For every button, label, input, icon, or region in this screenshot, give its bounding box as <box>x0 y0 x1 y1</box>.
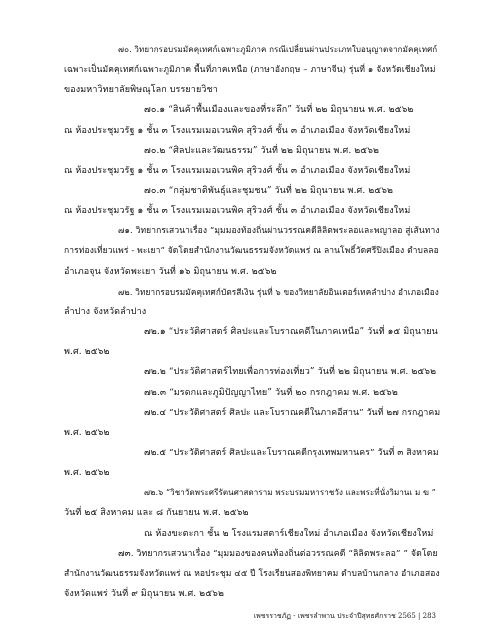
item-72-4-year: พ.ศ. ๒๕๖๒ <box>64 428 110 438</box>
item-70-1-title: ๗๐.๑ “สินค้าพื้นเมืองและของที่ระลึก” วันที่ ๒๒ มิถุนายน พ.ศ. ๒๕๖๒ <box>144 105 414 115</box>
item-72-2: ๗๒.๒ “ประวัติศาสตร์ไทยเพื่อการท่องเที่ยว” วันที่ ๒๒ มิถุนายน พ.ศ. ๒๕๖๒ <box>144 367 437 377</box>
item-73-line-1: ๗๓. วิทยากรเสวนาเรื่อง “มุมมองของคนท้องถิ่นต่อวรรณคดี “ลิลิตพระลอ” ” จัดโดย <box>118 549 438 559</box>
item-72-4-title: ๗๒.๔ “ประวัติศาสตร์ ศิลปะ และโบราณคดีในภาคอีสาน” วันที่ ๒๗ กรกฎาคม <box>144 408 441 418</box>
item-72-3: ๗๒.๓ “มรดกและภูมิปัญญาไทย” วันที่ ๒๐ กรกฎาคม พ.ศ. ๒๕๖๒ <box>144 388 398 398</box>
item-70-3-venue: ณ ห้องประชุมวรัฐ ๑ ชั้น ๓ โรงแรมเมอเวนพิค สุริวงศ์ ชั้น ๓ อำเภอเมือง จังหวัดเชียงใหม่ <box>64 206 411 216</box>
item-72-venue: ณ ห้องขะตะกา ชั้น ๒ โรงแรมสตาร์เชียงใหม่ อำเภอเมือง จังหวัดเชียงใหม่ <box>144 529 434 539</box>
item-70-1-venue: ณ ห้องประชุมวรัฐ ๑ ชั้น ๓ โรงแรมเมอเวนพิค สุริวงศ์ ชั้น ๓ อำเภอเมือง จังหวัดเชียงใหม่ <box>64 126 411 136</box>
item-72-6-title: ๗๒.๖ “วิชาวัดพระศรีรัตนศาสดาราม พระบรมมหาราชวัง และพระที่นั่งวิมานเ ม ฆ ” <box>144 488 436 497</box>
page-footer: เพชรราชภัฏ - เพชรลำพาน ประจำปีสุทธศักราช 2565 | 283 <box>253 612 436 620</box>
item-71-line-3: อำเภอจุน จังหวัดพะเยา วันที่ ๑๖ มิถุนายน พ.ศ. ๒๕๖๒ <box>64 267 277 277</box>
item-70-line-2: เฉพาะเป็นมัคคุเทศก์เฉพาะภูมิภาค พื้นที่ภาคเหนือ (ภาษาอังกฤษ – ภาษาจีน) รุ่นที่ ๑ จังหวัดเชียงใหม่ <box>64 65 436 75</box>
item-73-line-2: สำนักงานวัฒนธรรมจังหวัดแพร่ ณ หอประชุม ๔๕ ปี โรงเรียนสองพิทยาคม ตำบลบ้านกลาง อำเภอสอง <box>64 569 440 579</box>
item-70-2-venue: ณ ห้องประชุมวรัฐ ๑ ชั้น ๓ โรงแรมเมอเวนพิค สุริวงศ์ ชั้น ๓ อำเภอเมือง จังหวัดเชียงใหม่ <box>64 166 411 176</box>
item-72-6-dates: วันที่ ๒๕ สิงหาคม และ ๘ กันยายน พ.ศ. ๒๕๖๒ <box>64 508 249 518</box>
item-70-line-3: ของมหาวิทยาลัยพิษณุโลก บรรยายวิชา <box>64 85 218 95</box>
item-71-line-1: ๗๑. วิทยากรเสวนาเรื่อง “มุมมองท้องถิ่นผ่านวรรณคดีลิลิตพระลอและพญาลอ สู่เส้นทาง <box>118 226 440 236</box>
item-72-5-title: ๗๒.๕ “ประวัติศาสตร์ ศิลปะและโบราณคดีกรุงเทพมหานคร” วันที่ ๓ สิงหาคม <box>144 448 439 458</box>
item-72-line-2: ลำปาง จังหวัดลำปาง <box>64 307 147 317</box>
item-70-3-title: ๗๐.๓ “กลุ่มชาติพันธุ์และชุมชน” วันที่ ๒๒ มิถุนายน พ.ศ. ๒๕๖๒ <box>144 186 394 196</box>
item-73-line-3: จังหวัดแพร่ วันที่ ๙ มิถุนายน พ.ศ. ๒๕๖๒ <box>64 589 224 599</box>
item-70-line-1: ๗๐. วิทยากรอบรมมัคคุเทศก์เฉพาะภูมิภาค กรณีเปลี่ยนผ่านประเภทใบอนุญาตจากมัคคุเทศก์ <box>118 45 438 54</box>
item-72-line-1: ๗๒. วิทยากรอบรมมัคคุเทศก์บัตรสีเงิน รุ่นที่ ๖ ของวิทยาลัยอินเตอร์เทคลำปาง อำเภอเมือง <box>118 287 439 297</box>
item-72-1-year: พ.ศ. ๒๕๖๒ <box>64 347 110 357</box>
item-72-5-year: พ.ศ. ๒๕๖๒ <box>64 468 110 478</box>
item-72-1-title: ๗๒.๑ “ประวัติศาสตร์ ศิลปะและโบราณคดีในภาคเหนือ” วันที่ ๑๕ มิถุนายน <box>144 327 438 337</box>
item-71-line-2: การท่องเที่ยวแพร่ - พะเยา” จัดโดยสำนักงานวัฒนธรรมจังหวัดแพร่ ณ ลานโพธิ์วัดศรีปิงเมือง ตำบลลอ <box>64 246 439 256</box>
item-70-2-title: ๗๐.๒ “ศิลปะและวัฒนธรรม” วันที่ ๒๒ มิถุนายน พ.ศ. ๒๕๖๒ <box>144 146 380 156</box>
